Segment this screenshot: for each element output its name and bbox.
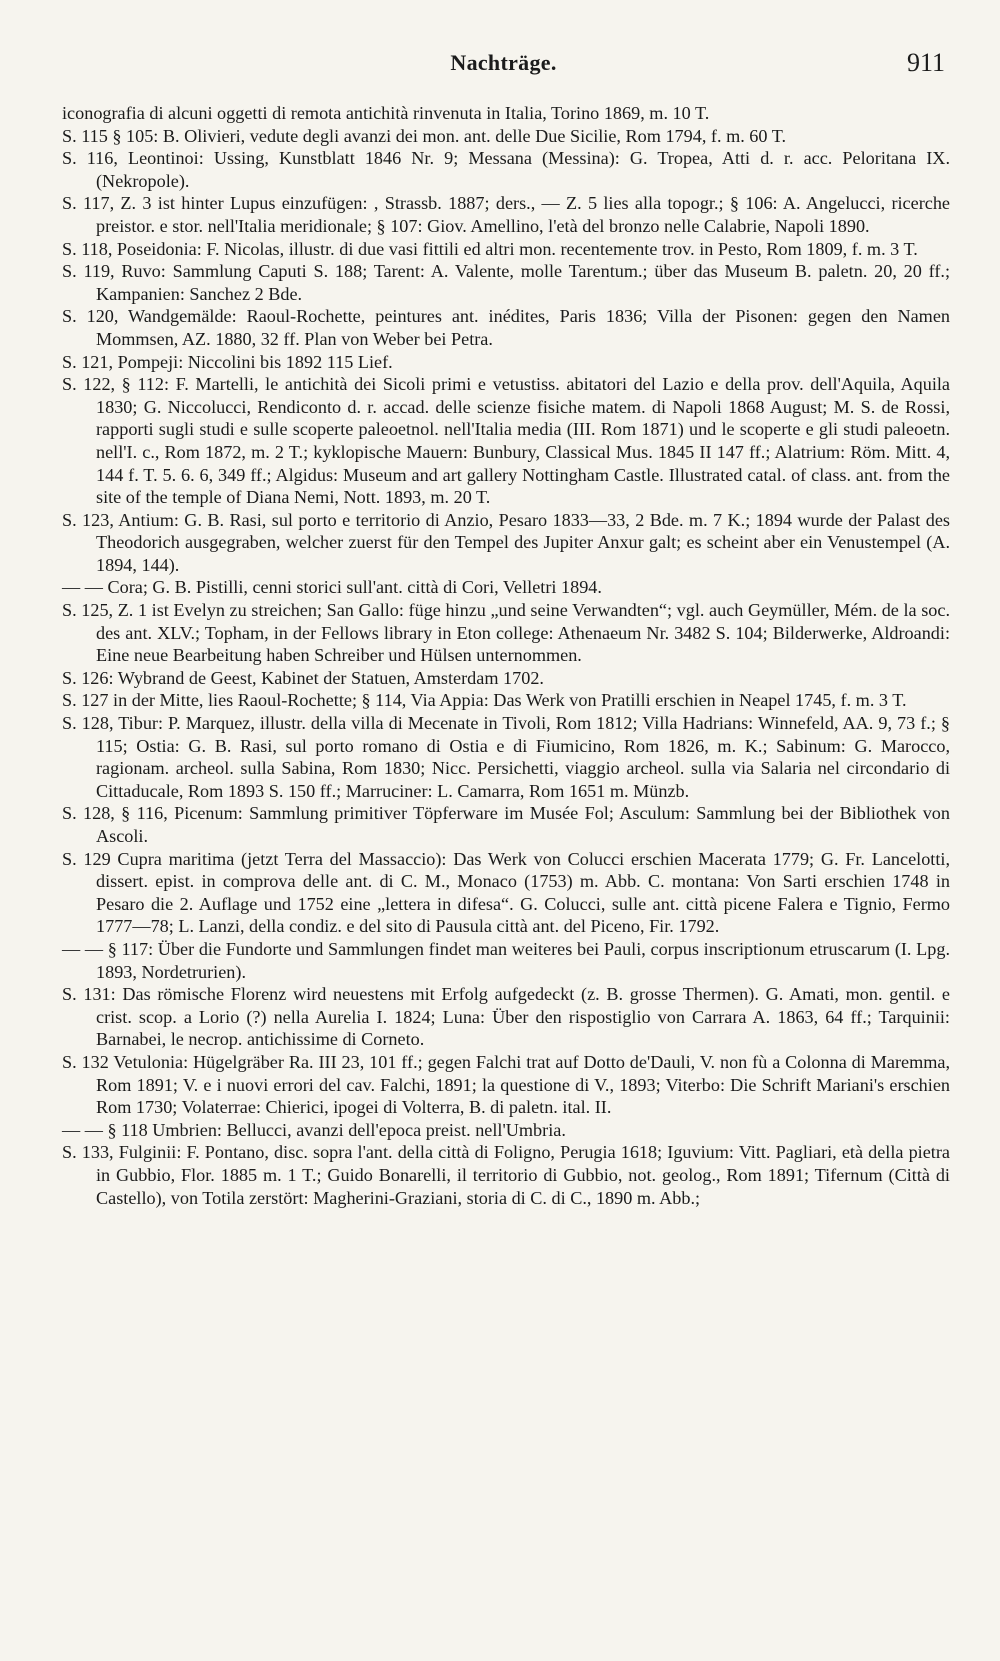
entry-s121: S. 121, Pompeji: Niccolini bis 1892 115 Lief. (62, 351, 393, 372)
entry-s128-tibur: S. 128, Tibur: P. Marquez, illustr. della villa di Mecenate in Tivoli, Rom 1812; Villa Hadrians: Winnefeld, AA. 9, 73 f.; § 115; Ostia: G. B. Rasi, sul porto romano di Ostia e di Fiumicino, Rom 1826, m. K.; Sabinum: G. Marocco, ragionam. archeol. sulla Sabina, Rom 1830; Nicc. Persichetti, viaggio archeol. sulla via Salaria nel circondario di Cittaducale, Rom 1893 S. 150 ff.; Marruciner: L. Camarra, Rom 1651 m. Münzb. (62, 713, 950, 801)
body-text (62, 102, 950, 1209)
entry-s127: S. 127 in der Mitte, lies Raoul-Rochette; § 114, Via Appia: Das Werk von Pratilli erschien in Neapel 1745, f. m. 3 T. (62, 690, 907, 711)
entry-s123: S. 123, Antium: G. B. Rasi, sul porto e territorio di Anzio, Pesaro 1833—33, 2 Bde. m. 7 K.; 1894 wurde der Palast des Theodorich ausgegraben, welcher zuerst für den Tempel des Jupiter Anxur galt; es scheint aber ein Venustempel (A. 1894, 144). (62, 509, 950, 575)
entry-s122: S. 122, § 112: F. Martelli, le antichità dei Sicoli primi e vetustiss. abitatori del Lazio e della prov. dell'Aquila, Aquila 1830; G. Niccolucci, Rendiconto d. r. accad. delle scienze fisiche matem. di Napoli 1868 August; M. S. de Rossi, rapporti sugli studi e sulle scoperte paleoetnol. nell'Italia media (III. Rom 1871) und le scoperte e gli studi paleoetn. nell'I. c., Rom 1872, m. 2 T.; kyklopische Mauern: Bunbury, Classical Mus. 1845 II 147 ff.; Alatrium: Röm. Mitt. 4, 144 f. T. 5. 6. 6, 349 ff.; Algidus: Museum and art gallery Nottingham Castle. Illustrated catal. of class. ant. from the site of the temple of Diana Nemi, Nott. 1893, m. 20 T. (62, 374, 950, 508)
entry-s120: S. 120, Wandgemälde: Raoul-Rochette, peintures ant. inédites, Paris 1836; Villa der Pisonen: gegen den Namen Mommsen, AZ. 1880, 32 ff. Plan von Weber bei Petra. (62, 306, 950, 349)
entry-s129: S. 129 Cupra maritima (jetzt Terra del Massaccio): Das Werk von Colucci erschien Macerata 1779; G. Fr. Lancelotti, dissert. epist. in comprova delle ant. di C. M., Monaco (1753) m. Abb. C. montana: Von Sarti erschien 1748 in Pesaro die 2. Auflage und 1752 eine „lettera in difesa“. G. Colucci, sulle ant. città picene Falera e Tignio, Fermo 1777—78; L. Lanzi, della condiz. e del sito di Pausula città ant. del Piceno, Fir. 1792. (62, 848, 950, 937)
entry-s133: S. 133, Fulginii: F. Pontano, disc. sopra l'ant. della città di Foligno, Perugia 1618; Iguvium: Vitt. Pagliari, età della pietra in Gubbio, Flor. 1885 m. 1 T.; Guido Bonarelli, il territorio di Gubbio, not. geolog., Rom 1891; Tifernum (Città di Castello), von Totila zerstört: Magherini-Graziani, storia di C. di C., 1890 m. Abb.; (62, 1142, 950, 1208)
running-title: Nachträge. (450, 50, 557, 75)
entry-s117-fundorte: — — § 117: Über die Fundorte und Sammlungen findet man weiteres bei Pauli, corpus inscriptionum etruscarum (I. Lpg. 1893, Nordetrurien). (62, 938, 950, 982)
entry-s116: S. 116, Leontinoi: Ussing, Kunstblatt 1846 Nr. 9; Messana (Messina): G. Tropea, Atti d. r. acc. Peloritana IX. (Nekropole). (62, 148, 950, 191)
entry-s125: S. 125, Z. 1 ist Evelyn zu streichen; San Gallo: füge hinzu „und seine Verwandten“; vgl. auch Geymüller, Mém. de la soc. des ant. XLV.; Topham, in der Fellows library in Eton college: Athenaeum Nr. 3482 S. 104; Bilderwerke, Aldroandi: Eine neue Bearbeitung haben Schreiber und Hülsen unternommen. (62, 600, 950, 666)
entry-cora: — — Cora; G. B. Pistilli, cenni storici sull'ant. città di Cori, Velletri 1894. (62, 577, 602, 598)
entry-s117: S. 117, Z. 3 ist hinter Lupus einzufügen: , Strassb. 1887; ders., — Z. 5 lies alla topogr.; § 106: A. Angelucci, ricerche preistor. e stor. nell'Italia meridionale; § 107: Giov. Amellino, l'età del bronzo nelle Calabrie, Napoli 1890. (62, 193, 950, 236)
entry-s118-umbrien: — — § 118 Umbrien: Bellucci, avanzi dell'epoca preist. nell'Umbria. (62, 1119, 566, 1140)
entry-s128-picenum: S. 128, § 116, Picenum: Sammlung primitiver Töpferware im Musée Fol; Asculum: Sammlung bei der Bibliothek von Ascoli. (62, 803, 950, 846)
entry-continued: iconografia di alcuni oggetti di remota antichità rinvenuta in Italia, Torino 1869, m. 10 T. (62, 103, 710, 123)
entry-s118: S. 118, Poseidonia: F. Nicolas, illustr. di due vasi fittili ed altri mon. recentemente trov. in Pesto, Rom 1809, f. m. 3 T. (62, 238, 918, 259)
entry-s131: S. 131: Das römische Florenz wird neuestens mit Erfolg aufgedeckt (z. B. grosse Thermen). G. Amati, mon. gentil. e crist. scop. a Lorio (?) nella Aurelia I. 1824; Luna: Über den rispostiglio von Carrara A. 1863, 64 ff.; Tarquinii: Barnabei, le necrop. antichissime di Corneto. (62, 984, 950, 1050)
entry-s115: S. 115 § 105: B. Olivieri, vedute degli avanzi dei mon. ant. delle Due Sicilie, Rom 1794, f. m. 60 T. (62, 125, 787, 146)
entry-s119: S. 119, Ruvo: Sammlung Caputi S. 188; Tarent: A. Valente, molle Tarentum.; über das Museum B. paletn. 20, 20 ff.; Kampanien: Sanchez 2 Bde. (62, 261, 950, 304)
entry-s132: S. 132 Vetulonia: Hügelgräber Ra. III 23, 101 ff.; gegen Falchi trat auf Dotto de'Dauli, V. non fù a Colonna di Maremma, Rom 1891; V. e i nuovi errori del cav. Falchi, 1891; la questione di V., 1893; Viterbo: Die Schrift Mariani's erschien Rom 1730; Volaterrae: Chierici, ipogei di Volterra, B. di paletn. ital. II. (62, 1051, 950, 1118)
entry-s126: S. 126: Wybrand de Geest, Kabinet der Statuen, Amsterdam 1702. (62, 667, 544, 688)
running-head (62, 48, 945, 88)
page-number: 911 (906, 48, 945, 77)
